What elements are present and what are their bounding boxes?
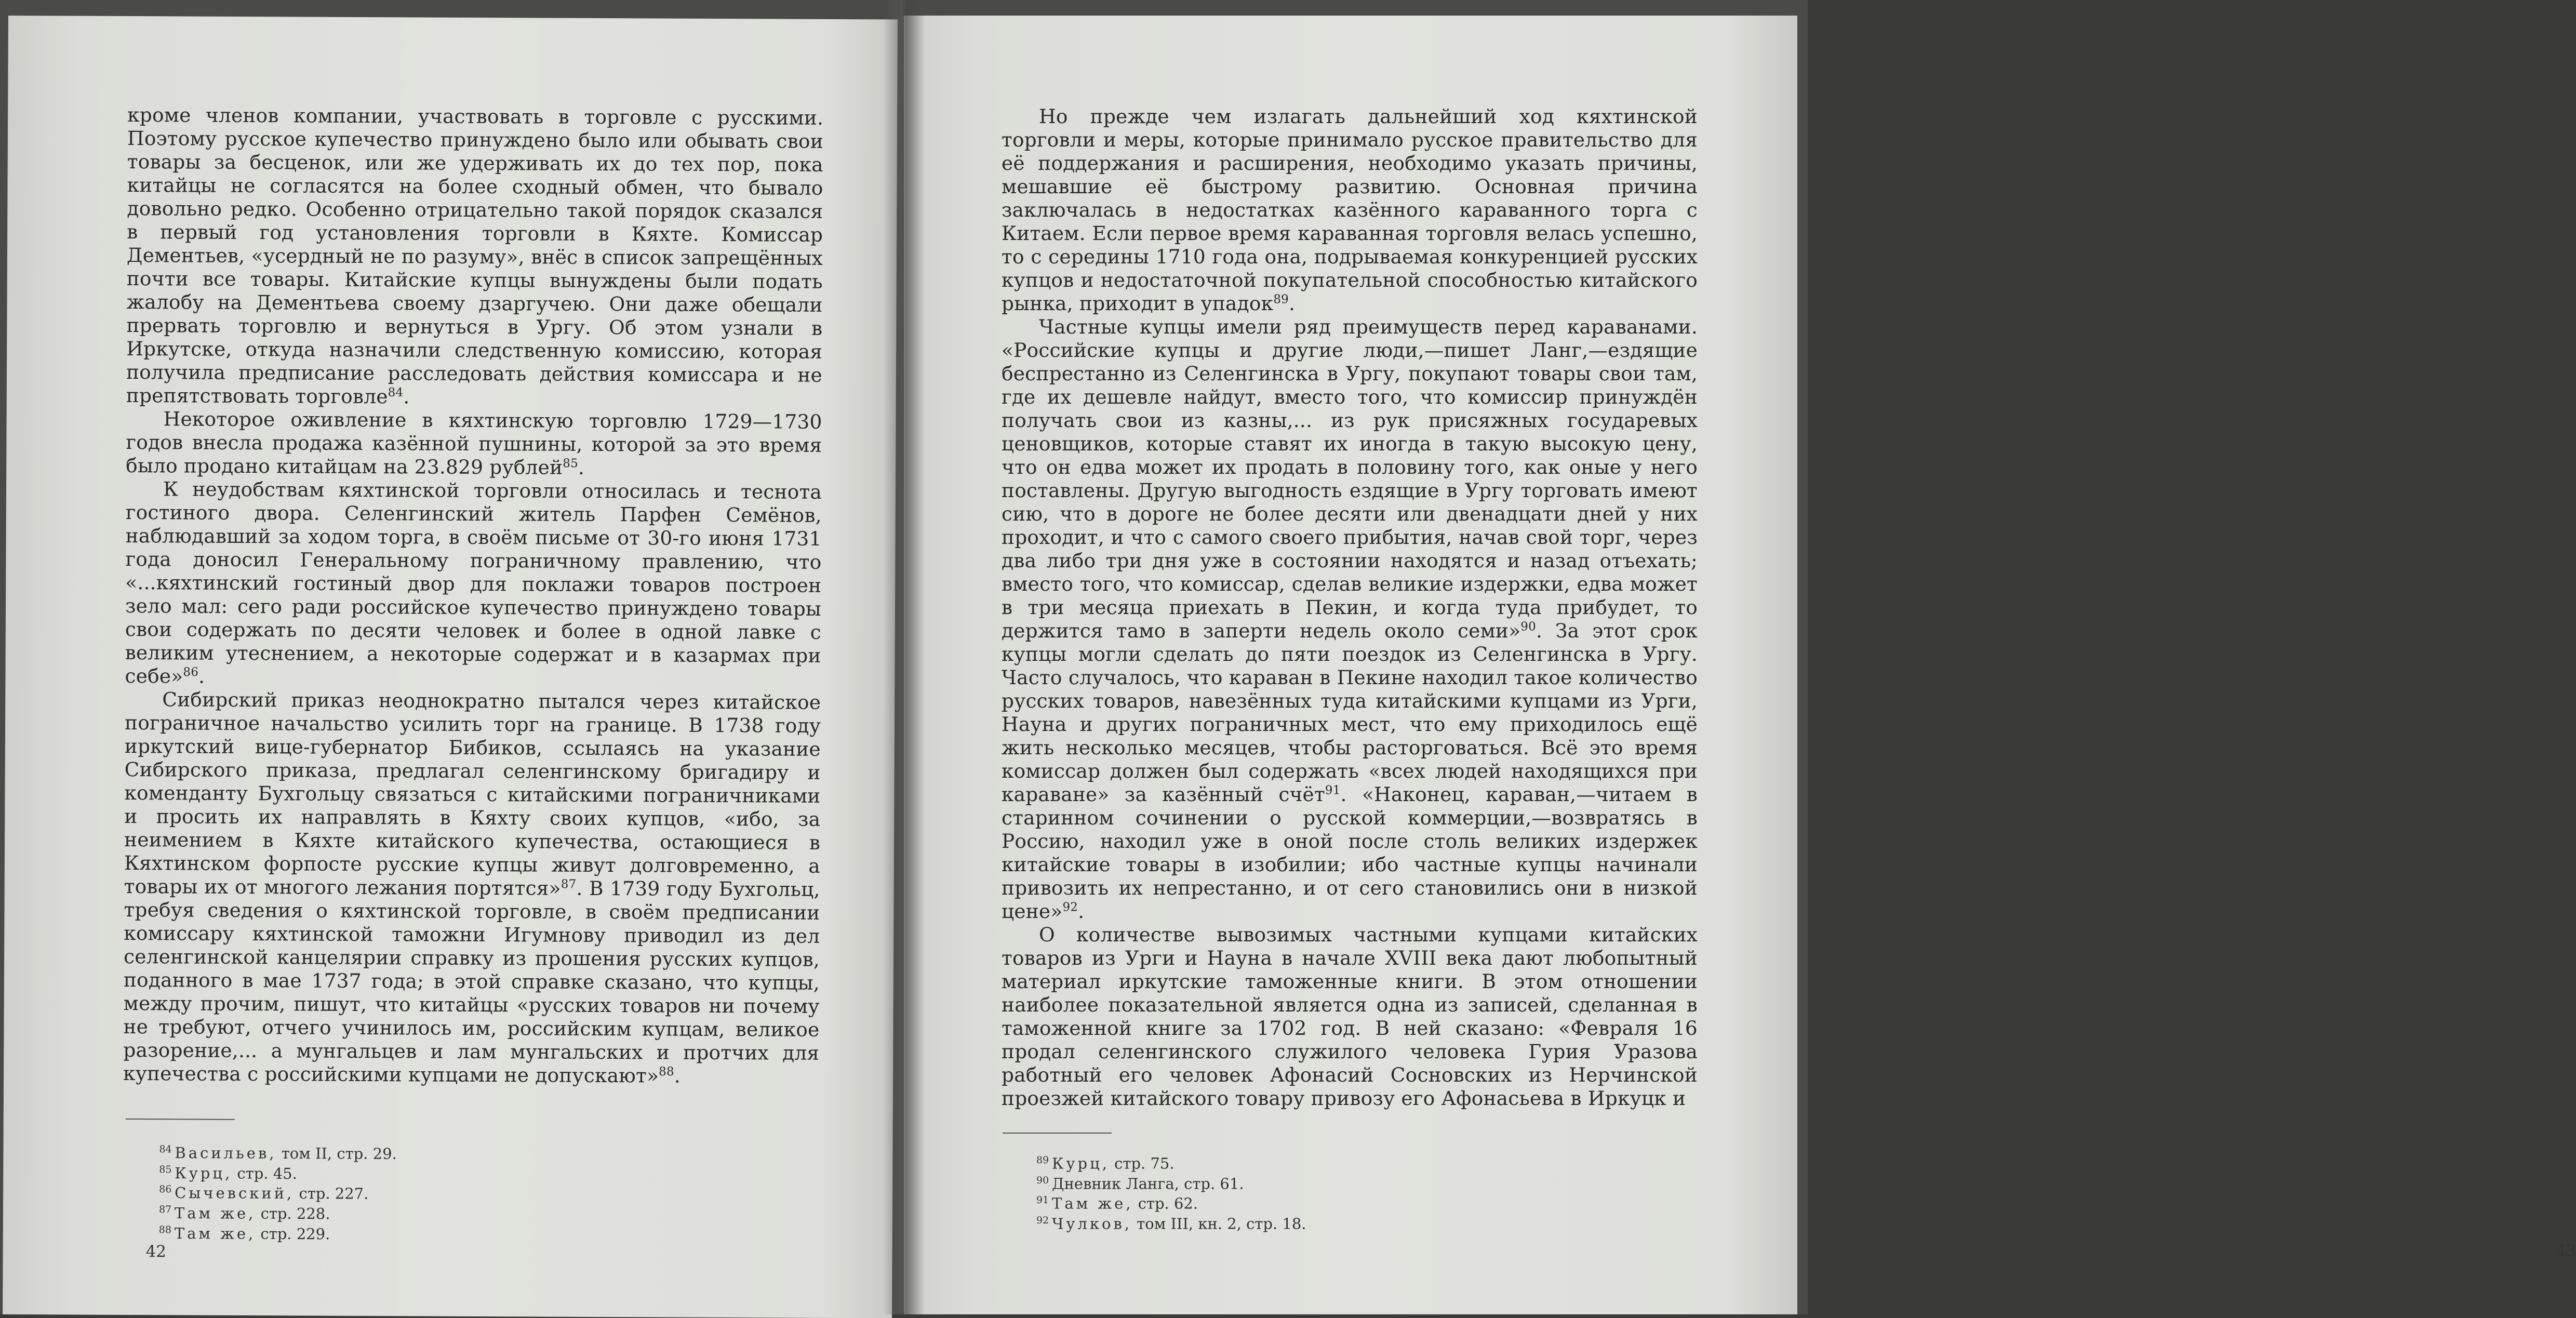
page-number: 42 [145,1242,167,1261]
right-page [904,16,2576,1314]
paragraph: О количестве вывозимых частными купцами китайских товаров из Урги и Науна в начале XVIII века дают любопытный материал иркутские таможенные книги. В этом отношении наиболее показательной является одна из записей, сделанная в таможенной книге за 1702 год. В ней сказано: «Февраля 16 продал селенгинского служилого человека Гурия Уразова работный его человек Афонасий Сосновских из Нерчинской проезжей китайского товару привозу его Афонасьева в Иркуцк и [1002,923,1698,1110]
paragraph: кроме членов компании, участвовать в торговле с русскими. Поэтому русское купечество принуждено было или обывать свои товары за бесценок, или же удерживать их до тех пор, пока китайцы не согласятся на более сходный обмен, что бывало довольно редко. Особенно отрицательно такой порядок сказался в первый год установления торговли в Кяхте. Комиссар Дементьев, «усердный не по разуму», внёс в список запрещённых почти все товары. Китайские купцы вынуждены были подать жалобу на Дементьева своему дзаргучею. Они даже обещали прервать торговлю и вернуться в Ургу. Об этом узнали в Иркутске, откуда назначили следственную комиссию, которая получила предписание расследовать действия комиссара и не препятствовать торговле$^{84}$. [126,103,824,408]
paragraph: Частные купцы имели ряд преимуществ перед караванами. «Российские купцы и другие люди,—пишет Ланг,—ездящие беспрестанно из Селенгинска в Ургу, покупают товары свои там, где их дешевле найдут, вместо того, что комиссир принуждён получать свои из казны,... из рук присяжных государевых ценовщиков, которые ставят их иногда в такую высокую цену, что он едва может их продать в половину того, как оные у него поставлены. Другую выгодность ездящие в Ургу торговать имеют сию, что в дороге не более десяти или двенадцати дней у них проходит, и что с самого своего прибытия, начав свой торг, через два либо три дня уже в состоянии находятся и назад отъехать; вместо того, что комиссар, сделав великие издержки, едва может в три месяца приехать в Пекин, и когда туда прибудет, то держится тамо в заперти недель около семи»$^{90}$. За этот срок купцы могли сделать до пяти поездок из Селенгинска в Ургу. Часто случалось, что караван в Пекине находил такое количество русских товаров, навезённых туда китайскими купцами из Урги, Науна и других пограничных мест, что ему приходилось ещё жить несколько месяцев, чтобы расторговаться. Всё это время комиссар должен был содержать «всех людей находящихся при караване» за казённый счёт$^{91}$. «Наконец, караван,—читаем в старинном сочинении о русской коммерции,—возвратясь в Россию, находил уже в оной после столь великих издержек китайские товары в изобилии; ибо частные купцы начинали привозить их непрестанно, и от сего становились они в низкой цене»$^{92}$. [1002,315,1698,923]
book-gutter [883,0,925,1314]
paragraph: Но прежде чем излагать дальнейший ход кяхтинской торговли и меры, которые принимало русское правительство для её поддержания и расширения, необходимо указать причины, мешавшие её быстрому развитию. Основная причина заключалась в недостатках казённого караванного торга с Китаем. Если первое время караванная торговля велась успешно, то с середины 1710 года она, подрываемая конкуренцией русских купцов и недостаточной покупательной способностью китайского рынка, приходит в упадок$^{89}$. [1002,105,1698,315]
footnotes [159,1141,627,1243]
footnote: 89 Курц, стр. 75. [1036,1154,1174,1173]
paragraph: Некоторое оживление в кяхтинскую торговлю 1729—1730 годов внесла продажа казённой пушнины, которой за это время было продано китайцам на 23.829 рублей$^{85}$. [126,407,822,479]
left-page [3,16,898,1318]
footnote-ref: 85 [563,457,578,471]
footnote: 85 Курц, стр. 45. [159,1163,297,1182]
footnote-divider [1003,1133,1112,1134]
footnote-divider [126,1119,235,1120]
paragraph: Сибирский приказ неоднократно пытался через китайское пограничное начальство усилить торг на границе. В 1738 году иркутский вице-губернатор Бибиков, ссылаясь на указание Сибирского приказа, предлагал селенгинскому бригадиру и коменданту Бухгольцу связаться с китайскими пограничниками и просить их направлять в Кяхту своих купцов, «ибо, за неимением в Кяхте китайского купечества, остающиеся в Кяхтинском форпосте русские купцы живут долговременно, а товары их от многого лежания портятся»$^{87}$. В 1739 году Бухгольц, требуя сведения о кяхтинской торговле, в своём предписании комиссару кяхтинской таможни Игумнову приводил из дел селенгинской канцелярии справку из прошения русских купцов, поданного в мае 1737 года; в этой справке сказано, что купцы, между прочим, пишут, что китайцы «русских товаров ни почему не требуют, отчего учинилось им, российским купцам, великое разорение,... а мунгальцев и лам мунгальских и протчих для купечества с российскими купцами не допускают»$^{88}$. [123,688,821,1087]
paragraph: К неудобствам кяхтинской торговли относилась и теснота гостиного двора. Селенгинский житель Парфен Семёнов, наблюдавший за ходом торга, в своём письме от 30-го июня 1731 года доносил Генеральному пограничному правлению, что «...кяхтинский гостиный двор для поклажи товаров построен зело мал: сего ради российское купечество принуждено товары свои содержать по десяти человек и более в одной лавке с великим утеснением, а некоторые содержат и в казармах при себе»$^{86}$. [125,477,822,688]
footnote-ref: 92 [1062,900,1078,914]
footnote-ref: 88 [659,1064,674,1079]
footnote: 88 Там же, стр. 229. [158,1223,330,1243]
footnote: 92 Чулков, том III, кн. 2, стр. 18. [1036,1214,1306,1233]
footnote-ref: 89 [1273,292,1289,307]
footnote: 87 Там же, стр. 228. [158,1204,330,1223]
footnote-ref: 86 [183,665,199,680]
footnote: 91 Там же, стр. 62. [1036,1194,1198,1213]
footnote-ref: 90 [1520,620,1536,634]
footnote: 90 Дневник Ланга, стр. 61. [1036,1174,1244,1193]
footnote: 86 Сычевский, стр. 227. [159,1183,369,1203]
footnotes [1036,1152,1504,1232]
right-page-body [1002,105,1698,1110]
footnote-ref: 87 [560,877,577,891]
footnote-ref: 84 [388,385,404,400]
footnote: 84 Васильев, том II, стр. 29. [159,1143,397,1163]
footnote-ref: 91 [1325,783,1341,797]
left-page-body [123,103,823,1088]
page-number: 43 [2556,1242,2576,1260]
